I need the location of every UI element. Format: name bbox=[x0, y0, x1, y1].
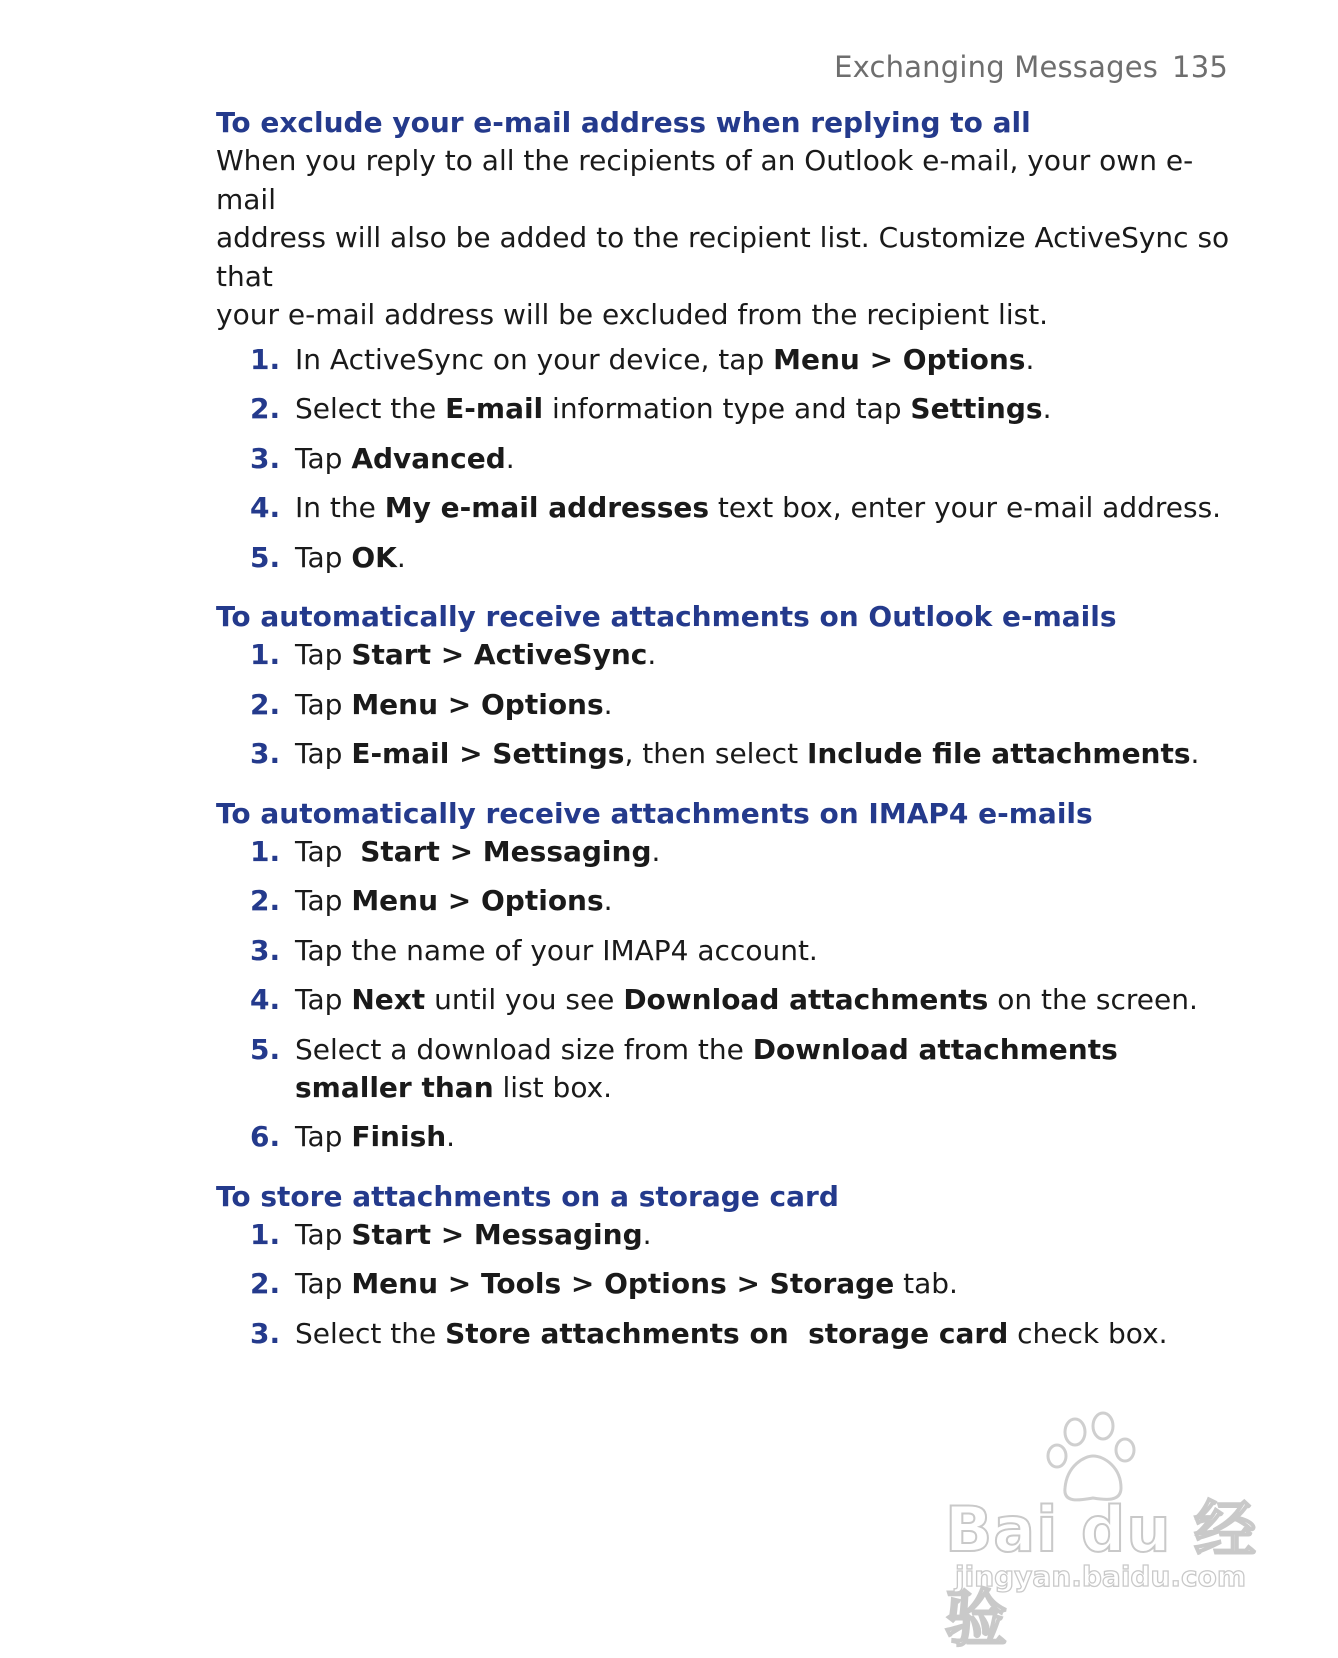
list-item bbox=[216, 489, 1236, 527]
text-run: Tap bbox=[295, 1217, 352, 1251]
text-run: Tap bbox=[295, 834, 361, 868]
step-number: 1. bbox=[250, 638, 281, 671]
text-run: information type and tap bbox=[543, 392, 911, 425]
text-run: Tap bbox=[295, 638, 352, 671]
step-number: 3. bbox=[250, 737, 281, 770]
text-run: Select the bbox=[295, 1316, 446, 1350]
ui-term: Menu > Tools > Options > Storage bbox=[351, 1267, 895, 1300]
list-item bbox=[216, 1031, 1236, 1107]
list-item bbox=[216, 686, 1236, 724]
ui-term: Settings bbox=[910, 392, 1043, 425]
intro-line: When you reply to all the recipients of an Outlook e-mail, your own e-mail bbox=[216, 144, 1194, 216]
text-run: check box. bbox=[1008, 1316, 1168, 1350]
text-run: In ActiveSync on your device, tap bbox=[295, 342, 774, 376]
page-number: 135 bbox=[1172, 50, 1228, 84]
ui-term: Include file attachments bbox=[806, 737, 1191, 770]
section-title: To automatically receive attachments on Outlook e-mails bbox=[216, 600, 1117, 633]
text-run: . bbox=[505, 441, 515, 475]
step-text bbox=[295, 1118, 1236, 1156]
step-text bbox=[295, 1315, 1236, 1353]
step-text bbox=[295, 539, 1236, 577]
ui-term: My e-mail addresses bbox=[384, 491, 710, 524]
step-number: 2. bbox=[250, 687, 281, 721]
step-text bbox=[295, 686, 1236, 724]
step-number: 1. bbox=[250, 1217, 281, 1251]
step-number: 2. bbox=[250, 392, 281, 425]
text-run: . bbox=[651, 834, 661, 868]
ui-term: Menu > Options bbox=[351, 884, 604, 917]
step-number: 1. bbox=[250, 342, 281, 376]
text-run: until you see bbox=[425, 983, 624, 1016]
step-list bbox=[216, 341, 1236, 577]
list-item bbox=[216, 833, 1236, 871]
text-run: Select the bbox=[295, 392, 446, 425]
text-run: Tap bbox=[295, 983, 352, 1016]
step-number: 5. bbox=[250, 540, 281, 574]
step-text bbox=[295, 882, 1236, 920]
step-number: 4. bbox=[250, 491, 281, 524]
text-run: Tap bbox=[295, 1120, 352, 1153]
text-run: . bbox=[647, 638, 657, 671]
section-title: To store attachments on a storage card bbox=[216, 1179, 839, 1213]
step-text bbox=[295, 489, 1236, 527]
list-item bbox=[216, 882, 1236, 920]
ui-term: Start > Messaging bbox=[360, 834, 652, 868]
step-text bbox=[295, 981, 1236, 1019]
ui-term: Download attachments bbox=[623, 983, 989, 1016]
list-item bbox=[216, 1315, 1236, 1353]
step-list bbox=[216, 1216, 1236, 1353]
list-item bbox=[216, 735, 1236, 773]
step-text bbox=[295, 1265, 1236, 1303]
text-run: text box, enter your e-mail address. bbox=[709, 491, 1222, 524]
running-header bbox=[834, 50, 1228, 84]
step-text bbox=[295, 440, 1236, 478]
text-run: Tap bbox=[295, 1267, 352, 1300]
text-run: tab. bbox=[894, 1267, 958, 1300]
chapter-title: Exchanging Messages bbox=[834, 50, 1159, 84]
ui-term: Menu > Options bbox=[773, 342, 1026, 376]
step-text bbox=[295, 932, 1236, 970]
ui-term: Start > Messaging bbox=[351, 1217, 643, 1251]
text-run: list box. bbox=[493, 1070, 613, 1104]
step-text bbox=[295, 636, 1236, 674]
ui-term: OK bbox=[351, 540, 397, 574]
step-text bbox=[295, 341, 1236, 379]
ui-term: E-mail > Settings bbox=[351, 737, 625, 770]
text-run: . bbox=[603, 687, 613, 721]
section-title: To exclude your e-mail address when replying to all bbox=[216, 106, 1031, 139]
text-run: . bbox=[396, 540, 406, 574]
text-run: . bbox=[603, 884, 613, 917]
intro-line: address will also be added to the recipient list. Customize ActiveSync so that bbox=[216, 221, 1230, 293]
text-run: . bbox=[642, 1217, 652, 1251]
ui-term: E-mail bbox=[445, 392, 544, 425]
list-item bbox=[216, 440, 1236, 478]
list-item bbox=[216, 390, 1236, 428]
ui-term: Finish bbox=[351, 1120, 447, 1153]
section-intro bbox=[216, 142, 1236, 335]
step-number: 6. bbox=[250, 1120, 281, 1153]
step-text bbox=[295, 1216, 1236, 1254]
step-number: 1. bbox=[250, 834, 281, 868]
baidu-watermark bbox=[945, 1410, 1275, 1655]
ui-term: Advanced bbox=[351, 441, 506, 475]
list-item bbox=[216, 1216, 1236, 1254]
text-run: on the screen. bbox=[988, 983, 1198, 1016]
step-text bbox=[295, 390, 1236, 428]
step-number: 4. bbox=[250, 983, 281, 1016]
text-run: . bbox=[1042, 392, 1052, 425]
step-number: 2. bbox=[250, 884, 281, 917]
text-run: , then select bbox=[624, 737, 807, 770]
page-content bbox=[216, 104, 1236, 1364]
step-text bbox=[295, 1031, 1236, 1107]
step-number: 3. bbox=[250, 1316, 281, 1350]
list-item bbox=[216, 636, 1236, 674]
ui-term: Download attachments smaller than bbox=[295, 1032, 1128, 1104]
section-title: To automatically receive attachments on IMAP4 e-mails bbox=[216, 796, 1093, 830]
text-run: Tap the name of your IMAP4 account. bbox=[295, 933, 818, 967]
list-item bbox=[216, 539, 1236, 577]
text-run: Tap bbox=[295, 441, 352, 475]
step-number: 3. bbox=[250, 441, 281, 475]
step-text bbox=[295, 833, 1236, 871]
text-run: Tap bbox=[295, 884, 352, 917]
ui-term: Next bbox=[351, 983, 426, 1016]
list-item bbox=[216, 1265, 1236, 1303]
text-run: Select a download size from the bbox=[295, 1032, 753, 1066]
ui-term: Menu > Options bbox=[351, 687, 604, 721]
ui-term: Start > ActiveSync bbox=[351, 638, 648, 671]
text-run: Tap bbox=[295, 540, 352, 574]
text-run: In the bbox=[295, 491, 385, 524]
step-list bbox=[216, 833, 1236, 1157]
text-run: . bbox=[1190, 737, 1200, 770]
list-item bbox=[216, 981, 1236, 1019]
ui-term: Store attachments on storage card bbox=[445, 1316, 1009, 1350]
step-number: 2. bbox=[250, 1267, 281, 1300]
text-run: . bbox=[1025, 342, 1035, 376]
text-run: . bbox=[446, 1120, 456, 1153]
step-number: 3. bbox=[250, 933, 281, 967]
intro-line: your e-mail address will be excluded from the recipient list. bbox=[216, 298, 1049, 331]
list-item bbox=[216, 1118, 1236, 1156]
text-run: Tap bbox=[295, 737, 352, 770]
list-item bbox=[216, 341, 1236, 379]
watermark-brand: Bai du 经验 bbox=[945, 1493, 1258, 1655]
text-run: Tap bbox=[295, 687, 352, 721]
step-list bbox=[216, 636, 1236, 773]
watermark-url: jingyan.baidu.com bbox=[955, 1560, 1247, 1593]
step-number: 5. bbox=[250, 1032, 281, 1066]
list-item bbox=[216, 932, 1236, 970]
step-text bbox=[295, 735, 1236, 773]
